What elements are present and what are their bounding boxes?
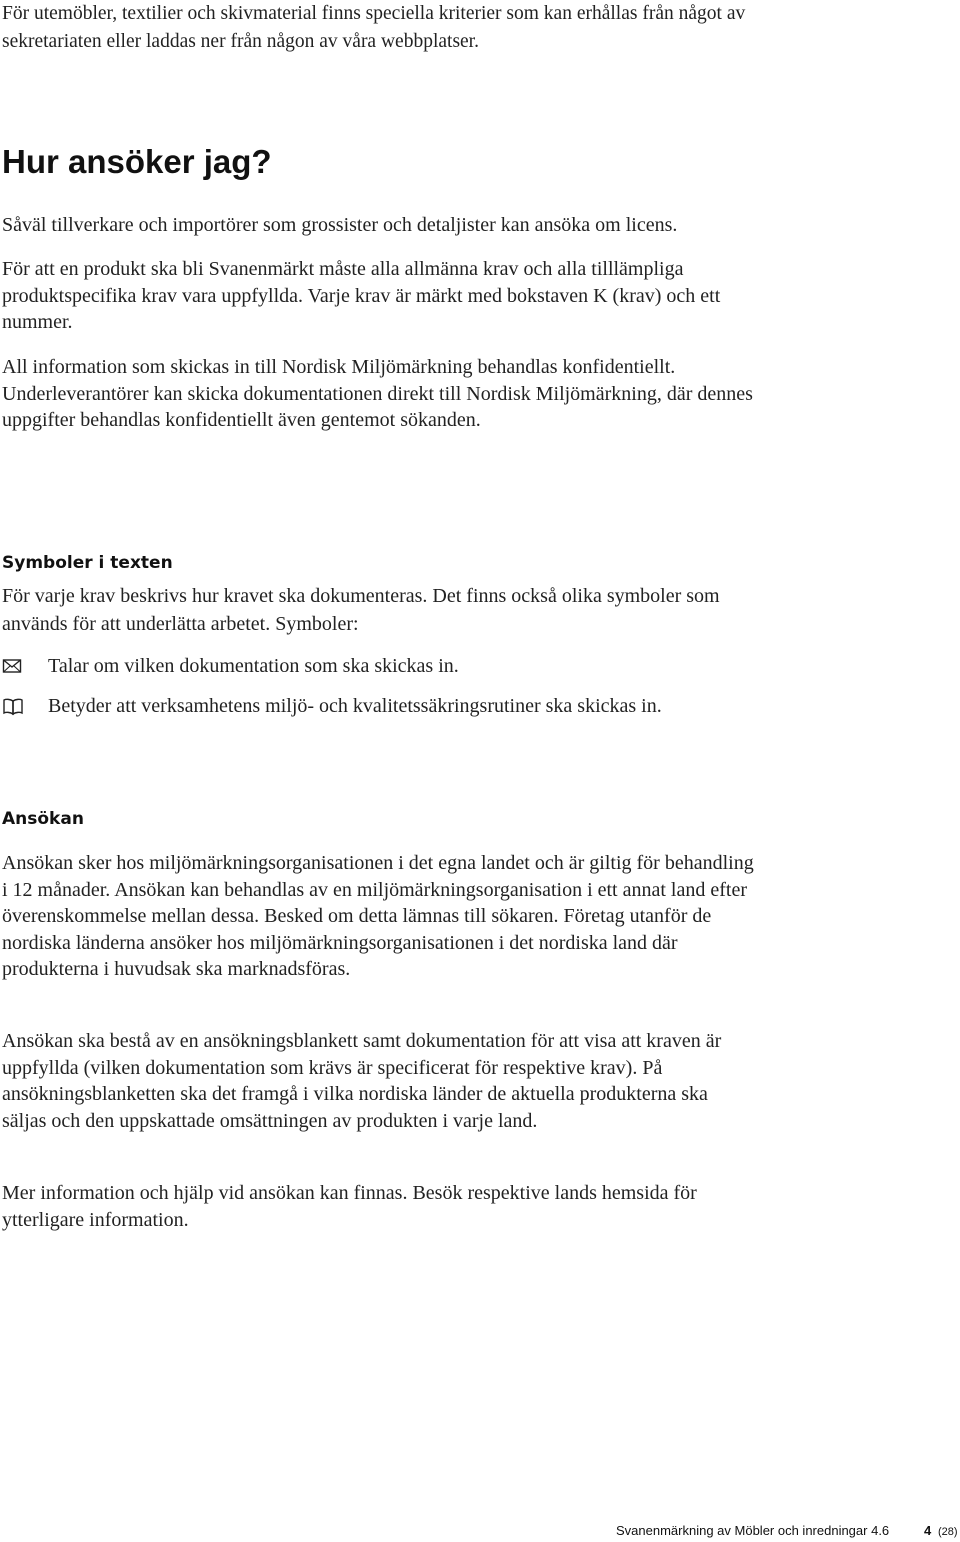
application-heading: Ansökan: [2, 809, 84, 829]
intro-paragraph: För utemöbler, textilier och skivmaterial finns speciella kriterier som kan erhållas från något av sekretariaten eller laddas ner från någon av våra webbplatser.: [2, 3, 746, 52]
symbols-heading: Symboler i texten: [2, 553, 173, 573]
footer-page-number: 4: [924, 1523, 932, 1538]
symbol-item-envelope: [2, 652, 902, 680]
symbols-intro: För varje krav beskrivs hur kravet ska dokumenteras. Det finns också olika symboler som används för att underlätta arbetet. Symboler:: [2, 585, 720, 635]
page-heading: Hur ansöker jag?: [2, 143, 272, 180]
symbol-item-book: [2, 692, 902, 720]
application-paragraph-2: Ansökan ska bestå av en ansökningsblankett samt dokumentation för att visa att kraven är uppfyllda (vilken dokumentation som krävs är specificerat för respektive krav). På ansökningsblanketten ska det framgå i vilka nordiska länder de aktuella produkterna ska säljas och den uppskattade omsättningen av produkten i varje land.: [2, 1030, 722, 1132]
footer-title: Svanenmärkning av Möbler och inredningar 4.6: [616, 1523, 890, 1538]
symbol-text-book: Betyder att verksamhetens miljö- och kvalitetssäkringsrutiner ska skickas in.: [48, 695, 662, 717]
application-paragraph-3: Mer information och hjälp vid ansökan kan finnas. Besök respektive lands hemsida för ytterligare information.: [2, 1182, 697, 1231]
paragraph-krav: För att en produkt ska bli Svanenmärkt måste alla allmänna krav och alla tilllämpliga produktspecifika krav vara uppfyllda. Varje krav är märkt med bokstaven K (krav) och ett nummer.: [2, 258, 721, 334]
symbol-text-envelope: Talar om vilken dokumentation som ska skickas in.: [48, 655, 459, 677]
envelope-icon: [2, 656, 24, 676]
paragraph-konfidentiellt: All information som skickas in till Nordisk Miljömärkning behandlas konfidentiellt. Underleverantörer kan skicka dokumentationen direkt till Nordisk Miljömärkning, där dennes uppgifter behandlas konfidentiellt även gentemot sökanden.: [2, 356, 753, 432]
page-footer: [616, 1522, 958, 1540]
footer-page-total: (28): [938, 1526, 958, 1538]
paragraph-licens: Såväl tillverkare och importörer som grossister och detaljister kan ansöka om licens.: [2, 214, 678, 236]
book-icon: [2, 696, 24, 716]
application-paragraph-1: Ansökan sker hos miljömärkningsorganisationen i det egna landet och är giltig för behandling i 12 månader. Ansökan kan behandlas av en miljömärkningsorganisation i ett annat land efter överenskommelse mellan dessa. Besked om detta lämnas till sökaren. Företag utanför de nordiska länderna ansöker hos miljömärkningsorganisationen i det nordiska land där produkterna i huvudsak ska marknadsföras.: [2, 852, 754, 981]
